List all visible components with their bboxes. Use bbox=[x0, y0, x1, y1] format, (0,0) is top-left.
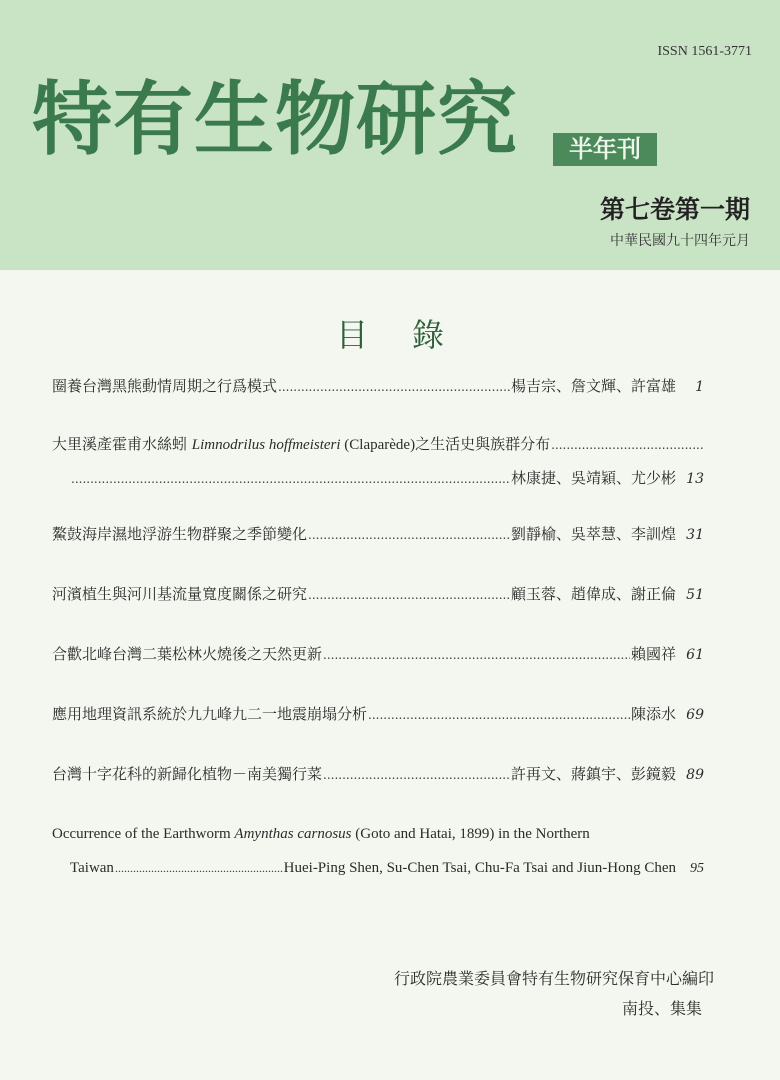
article-authors: 林康捷、吳靖穎、尤少彬 bbox=[510, 469, 676, 487]
page-number: 89 bbox=[686, 767, 704, 783]
toc-entry[interactable] bbox=[52, 379, 704, 401]
publisher-location: 南投、集集 bbox=[621, 999, 702, 1018]
article-title: 圈養台灣黑熊動情周期之行爲模式 bbox=[52, 377, 278, 395]
toc-entry[interactable] bbox=[52, 827, 704, 883]
toc-heading: 目錄 bbox=[335, 316, 488, 354]
page-number: 13 bbox=[686, 471, 704, 487]
article-title: 鰲鼓海岸濕地浮游生物群聚之季節變化 bbox=[52, 525, 308, 543]
article-authors: 楊吉宗、詹文輝、許富雄 bbox=[510, 377, 676, 395]
leader-dots bbox=[308, 529, 510, 541]
page-number: 61 bbox=[686, 647, 704, 663]
volume-issue: 第七卷第一期 bbox=[599, 195, 750, 224]
leader-dots bbox=[278, 381, 510, 393]
leader-dots bbox=[368, 709, 630, 721]
article-title: 合歡北峰台灣二葉松林火燒後之天然更新 bbox=[52, 645, 323, 663]
page-number: 51 bbox=[686, 587, 704, 603]
article-authors: 賴國祥 bbox=[630, 645, 676, 663]
article-title: Occurrence of the Earthworm bbox=[52, 826, 235, 842]
toc-entry[interactable] bbox=[52, 767, 704, 789]
scientific-name: Amynthas carnosus bbox=[234, 826, 352, 842]
leader-dots bbox=[308, 589, 510, 601]
article-authors: 顧玉蓉、趙偉成、謝正倫 bbox=[510, 585, 676, 603]
toc-entry[interactable] bbox=[52, 647, 704, 669]
page-number: 1 bbox=[695, 379, 704, 395]
article-authors: Huei-Ping Shen, Su-Chen Tsai, Chu-Fa Tsai and Jiun-Hong Chen bbox=[283, 860, 676, 876]
article-authors: 許再文、蔣鎮宇、彭鏡毅 bbox=[510, 765, 676, 783]
article-authors: 劉靜榆、吳萃慧、李訓煌 bbox=[510, 525, 676, 543]
frequency-badge: 半年刊 bbox=[553, 133, 657, 166]
toc-entry[interactable] bbox=[52, 437, 704, 493]
publisher-name: 行政院農業委員會特有生物研究保育中心編印 bbox=[393, 969, 714, 988]
scientific-name: Limnodrilus hoffmeisteri bbox=[191, 437, 341, 453]
journal-title: 特有生物研究 bbox=[32, 73, 518, 166]
article-title: 河濱植生與河川基流量寬度關係之研究 bbox=[52, 585, 308, 603]
toc-entry[interactable] bbox=[52, 527, 704, 549]
toc-entry[interactable] bbox=[52, 587, 704, 609]
toc-entry[interactable] bbox=[52, 707, 704, 729]
leader-dots bbox=[115, 862, 283, 874]
article-title-suffix: (Goto and Hatai, 1899) in the Northern bbox=[351, 826, 590, 842]
leader-dots bbox=[71, 473, 510, 485]
page-number: 69 bbox=[686, 707, 704, 723]
leader-dots bbox=[551, 439, 703, 451]
article-authors: 陳添水 bbox=[630, 705, 676, 723]
issn-number: ISSN 1561-3771 bbox=[657, 44, 752, 59]
article-title: 台灣十字花科的新歸化植物－南美獨行菜 bbox=[52, 765, 323, 783]
page-number: 31 bbox=[686, 527, 704, 543]
page-number: 95 bbox=[690, 861, 704, 876]
leader-dots bbox=[323, 649, 630, 661]
publication-date: 中華民國九十四年元月 bbox=[610, 233, 750, 249]
article-title: 大里溪產霍甫水絲蚓 bbox=[52, 435, 192, 453]
article-title: 應用地理資訊系統於九九峰九二一地震崩塌分析 bbox=[52, 705, 368, 723]
article-title-suffix: (Claparède)之生活史與族群分布 bbox=[340, 437, 551, 453]
leader-dots bbox=[323, 769, 510, 781]
article-title-continuation: Taiwan bbox=[70, 860, 114, 876]
